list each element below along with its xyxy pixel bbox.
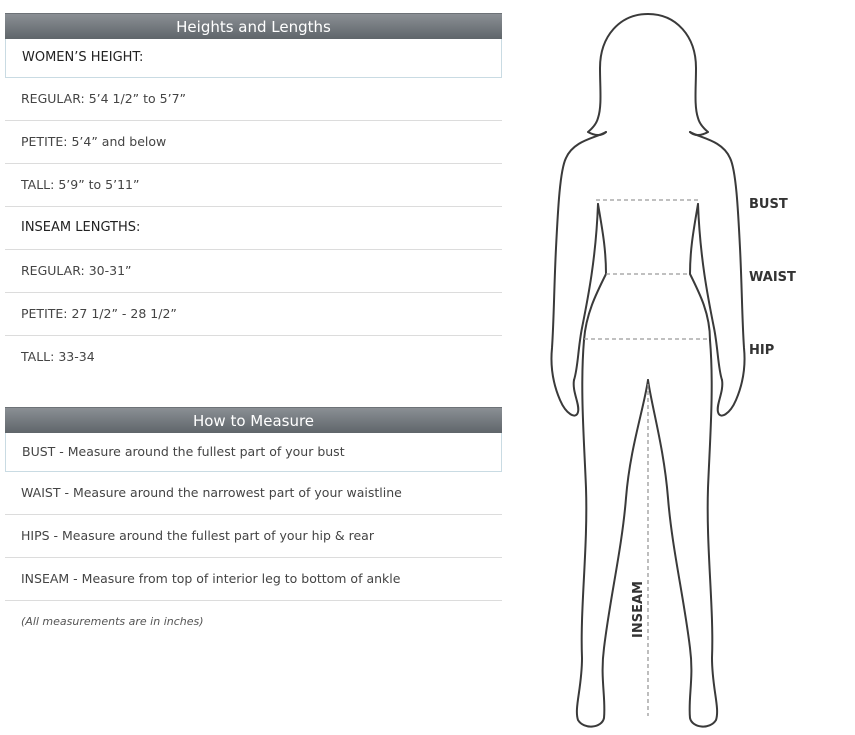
height-tall-row: TALL: 5’9” to 5’11” <box>5 164 502 207</box>
measure-inseam-row: INSEAM - Measure from top of interior leg to bottom of ankle <box>5 558 502 601</box>
height-regular-row: REGULAR: 5’4 1/2” to 5’7” <box>5 78 502 121</box>
inseam-regular-row: REGULAR: 30-31” <box>5 250 502 293</box>
inseam-lengths-heading: INSEAM LENGTHS: <box>5 207 502 250</box>
measure-panel-header: How to Measure <box>5 407 502 433</box>
womens-height-heading: WOMEN’S HEIGHT: <box>5 39 502 78</box>
measurement-units-note: (All measurements are in inches) <box>21 615 204 628</box>
inseam-tall-row: TALL: 33-34 <box>21 349 95 364</box>
bust-label: BUST <box>749 197 788 212</box>
waist-label: WAIST <box>749 270 796 285</box>
measure-bust-row: BUST - Measure around the fullest part of your bust <box>5 433 502 472</box>
inseam-petite-row: PETITE: 27 1/2” - 28 1/2” <box>5 293 502 336</box>
how-to-measure-panel <box>5 407 502 628</box>
heights-and-lengths-panel <box>5 13 502 379</box>
measure-waist-row: WAIST - Measure around the narrowest part of your waistline <box>5 472 502 515</box>
measure-hips-row: HIPS - Measure around the fullest part of your hip & rear <box>5 515 502 558</box>
hip-label: HIP <box>749 343 775 358</box>
inseam-label: INSEAM <box>631 581 646 638</box>
body-measurement-figure <box>540 8 855 733</box>
heights-panel-header: Heights and Lengths <box>5 13 502 39</box>
height-petite-row: PETITE: 5’4” and below <box>5 121 502 164</box>
body-outline <box>551 14 744 727</box>
